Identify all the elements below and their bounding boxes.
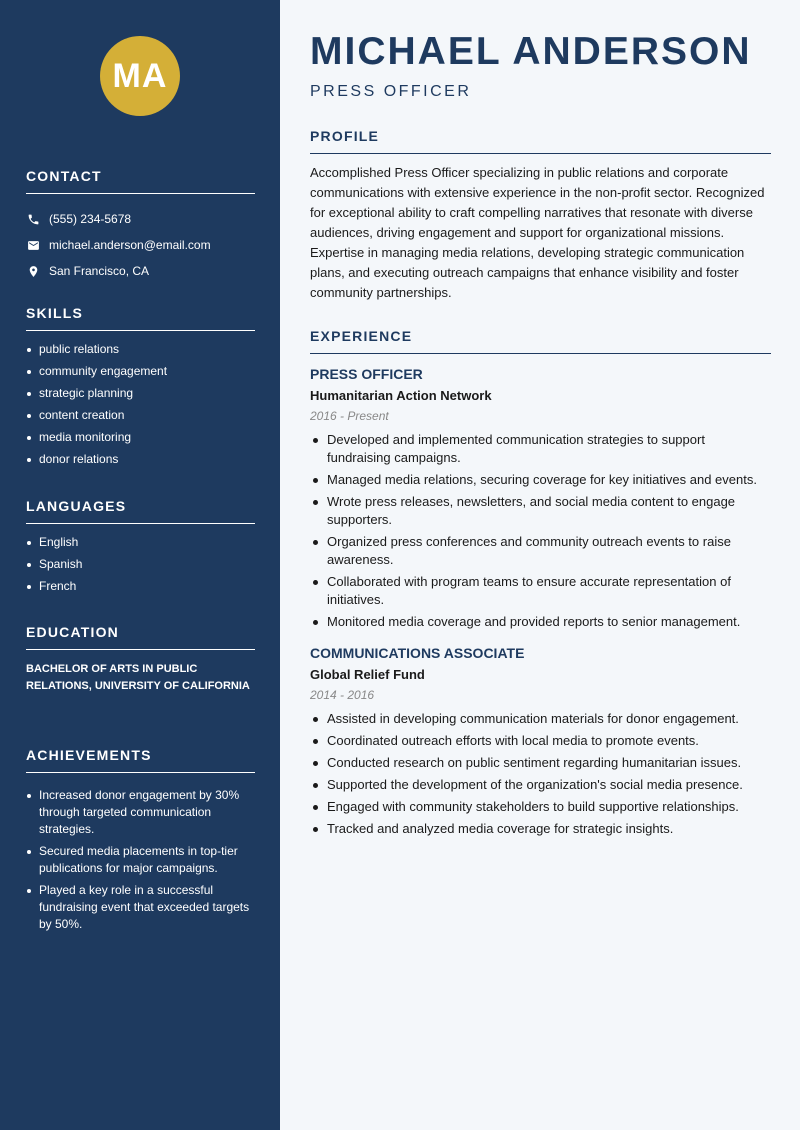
profile-heading: PROFILE: [310, 128, 771, 154]
contact-heading: CONTACT: [26, 168, 255, 194]
job-bullet: Collaborated with program teams to ensure accurate representation of initiatives.: [310, 573, 771, 609]
job-dates: 2014 - 2016: [310, 688, 375, 702]
job-entry: [310, 366, 771, 631]
email-icon: [26, 238, 40, 252]
job-bullet: Monitored media coverage and provided reports to senior management.: [310, 613, 771, 631]
profile-text: Accomplished Press Officer specializing in public relations and corporate communications with extensive experience in the non-profit sector. Recognized for exceptional ability to craft compelling narratives that resonate with diverse audiences, driving engagement and support for organizational missions. Expertise in managing media relations, developing strategic communication plans, and executing outreach campaigns that enhance visibility and foster community partnerships.: [310, 165, 765, 300]
contact-location: [26, 258, 255, 284]
job-bullets: [310, 431, 771, 631]
skill-item: community engagement: [26, 363, 255, 380]
languages-section: [26, 498, 255, 600]
skills-heading: SKILLS: [26, 305, 255, 331]
job-bullet: Developed and implemented communication strategies to support fundraising campaigns.: [310, 431, 771, 467]
skill-item: public relations: [26, 341, 255, 358]
achievements-section: [26, 747, 255, 938]
languages-list: [26, 534, 255, 595]
language-item: English: [26, 534, 255, 551]
contact-email: [26, 232, 255, 258]
job-dates: 2016 - Present: [310, 409, 389, 423]
language-item: Spanish: [26, 556, 255, 573]
job-company: Humanitarian Action Network: [310, 388, 492, 403]
job-bullet: Assisted in developing communication materials for donor engagement.: [310, 710, 771, 728]
job-bullet: Organized press conferences and community outreach events to raise awareness.: [310, 533, 771, 569]
avatar: [100, 36, 180, 116]
job-company: Global Relief Fund: [310, 667, 425, 682]
skills-list: [26, 341, 255, 468]
job-bullet: Supported the development of the organization's social media presence.: [310, 776, 771, 794]
contact-list: [26, 206, 255, 284]
achievement-item: Played a key role in a successful fundraising event that exceeded targets by 50%.: [26, 882, 255, 933]
job-entry: [310, 645, 771, 838]
education-degree: BACHELOR OF ARTS IN PUBLIC RELATIONS, UNIVERSITY OF CALIFORNIA: [26, 663, 250, 692]
email-text: michael.anderson@email.com: [49, 238, 211, 252]
education-heading: EDUCATION: [26, 624, 255, 650]
experience-section: [310, 328, 771, 842]
job-bullet: Managed media relations, securing coverage for key initiatives and events.: [310, 471, 771, 489]
avatar-initials: MA: [112, 56, 168, 95]
job-title: COMMUNICATIONS ASSOCIATE: [310, 645, 525, 661]
job-bullet: Conducted research on public sentiment regarding humanitarian issues.: [310, 754, 771, 772]
candidate-name: MICHAEL ANDERSON: [310, 30, 752, 73]
languages-heading: LANGUAGES: [26, 498, 255, 524]
skill-item: donor relations: [26, 451, 255, 468]
language-item: French: [26, 578, 255, 595]
phone-text: (555) 234-5678: [49, 212, 132, 226]
job-bullet: Tracked and analyzed media coverage for strategic insights.: [310, 820, 771, 838]
job-bullets: [310, 710, 771, 838]
job-bullet: Engaged with community stakeholders to build supportive relationships.: [310, 798, 771, 816]
contact-phone: [26, 206, 255, 232]
achievements-heading: ACHIEVEMENTS: [26, 747, 255, 773]
achievement-item: Secured media placements in top-tier publications for major campaigns.: [26, 843, 255, 877]
education-section: [26, 624, 255, 695]
profile-section: [310, 128, 771, 303]
skill-item: content creation: [26, 407, 255, 424]
job-bullet: Wrote press releases, newsletters, and social media content to engage supporters.: [310, 493, 771, 529]
job-title-header: PRESS OFFICER: [310, 83, 472, 100]
experience-heading: EXPERIENCE: [310, 328, 771, 354]
skill-item: media monitoring: [26, 429, 255, 446]
job-title: PRESS OFFICER: [310, 366, 423, 382]
phone-icon: [26, 212, 40, 226]
contact-section: [26, 168, 255, 284]
achievement-item: Increased donor engagement by 30% through targeted communication strategies.: [26, 787, 255, 838]
achievements-list: [26, 787, 255, 933]
skills-section: [26, 305, 255, 473]
location-text: San Francisco, CA: [49, 264, 150, 278]
skill-item: strategic planning: [26, 385, 255, 402]
job-bullet: Coordinated outreach efforts with local media to promote events.: [310, 732, 771, 750]
sidebar: [0, 0, 280, 1130]
location-pin-icon: [26, 264, 40, 278]
